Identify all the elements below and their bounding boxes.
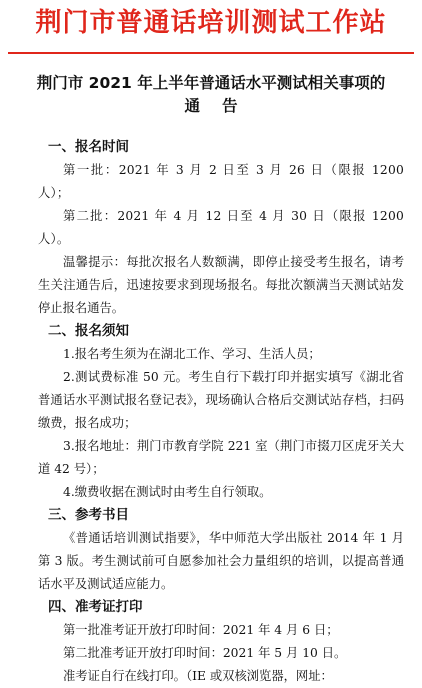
paragraph: 第二批：2021 年 4 月 12 日至 4 月 30 日（限报 1200 人）。 [38, 209, 404, 246]
paragraph: 第一批：2021 年 3 月 2 日至 3 月 26 日（限报 1200 人）； [38, 163, 404, 200]
section-admission-ticket [38, 596, 404, 688]
paragraph: 准考证自行在线打印。（IE 或双核浏览器，网址： [63, 669, 333, 683]
paragraph: 《普通话培训测试指要》，华中师范大学出版社 2014 年 1 月第 3 版。考生测试前可自愿参加社会力量组织的培训，以提高普通话水平及测试适应能力。 [38, 531, 404, 591]
notice-title-line2: 通告 [184, 97, 260, 115]
paragraph: 3.报名地址：荆门市教育学院 221 室（荆门市掇刀区虎牙关大道 42 号）； [38, 439, 404, 476]
notice-title-line1: 荆门市 2021 年上半年普通话水平测试相关事项的 [36, 74, 386, 92]
section-registration-time [38, 136, 404, 320]
section-reference-books [38, 504, 404, 596]
paragraph: 2.测试费标准 50 元。考生自行下载打印并据实填写《湖北省普通话水平测试报名登记表》，现场确认合格后交测试站存档，扫码缴费，报名成功； [38, 370, 404, 430]
paragraph: 4.缴费收据在测试时由考生自行领取。 [63, 485, 272, 499]
paragraph: 温馨提示：每批次报名人数额满，即停止接受考生报名，请考生关注通告后，迅速按要求到现场报名。每批次额满当天测试站发停止报名通告。 [38, 255, 404, 315]
paragraph: 1.报名考生须为在湖北工作、学习、生活人员； [63, 347, 321, 361]
masthead [0, 6, 422, 50]
section-heading: 二、报名须知 [48, 323, 129, 339]
paragraph: 第二批准考证开放打印时间：2021 年 5 月 10 日。 [63, 646, 347, 660]
section-heading: 一、报名时间 [48, 139, 129, 155]
paragraph: 第一批准考证开放打印时间：2021 年 4 月 6 日； [63, 623, 339, 637]
section-registration-notes [38, 320, 404, 504]
section-heading: 四、准考证打印 [48, 599, 143, 615]
masthead-title: 荆门市普通话培训测试工作站 [35, 8, 387, 38]
section-heading: 三、参考书目 [48, 507, 129, 523]
notice-body [38, 136, 404, 688]
masthead-divider [8, 52, 414, 54]
